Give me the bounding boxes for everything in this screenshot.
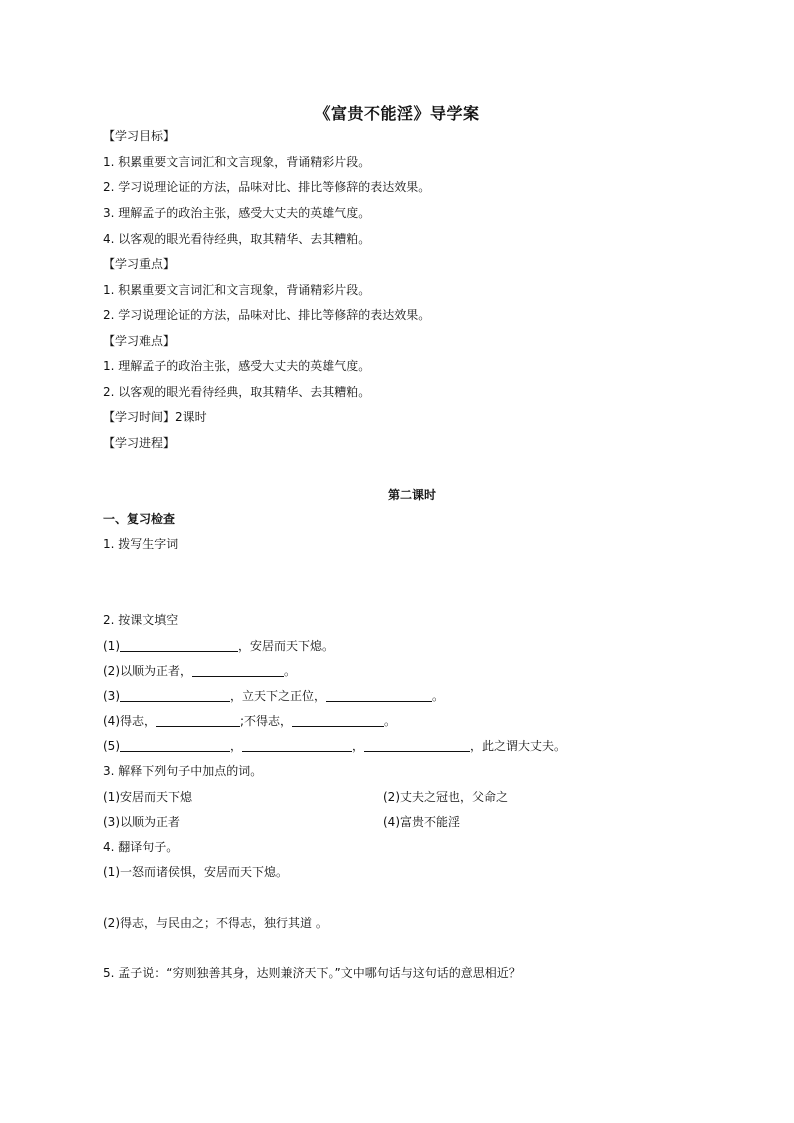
goal-item: 2. 学习说理论证的方法，品味对比、排比等修辞的表达效果。 (103, 180, 431, 194)
goal-item: 1. 积累重要文言词汇和文言现象，背诵精彩片段。 (103, 155, 371, 169)
fill-row-5 (103, 738, 566, 754)
key-point-item: 2. 学习说理论证的方法，品味对比、排比等修辞的表达效果。 (103, 308, 431, 322)
lesson-title: 第二课时 (387, 488, 436, 502)
fill-row-3 (103, 688, 444, 704)
fill-row-1 (103, 638, 334, 654)
difficult-heading: 【学习难点】 (103, 334, 176, 348)
answer-blank[interactable] (364, 739, 470, 752)
answer-blank[interactable] (326, 689, 432, 702)
fill-text: ;不得志， (240, 714, 293, 728)
fill-text: (4)得志， (103, 714, 156, 728)
fill-text: ， (230, 739, 243, 753)
time-line: 【学习时间】2课时 (103, 410, 207, 424)
explain-item: (4)富贵不能淫 (383, 815, 460, 829)
fill-num: (1) (103, 639, 120, 653)
question-2: 2. 按课文填空 (103, 613, 179, 627)
key-point-item: 1. 积累重要文言词汇和文言现象，背诵精彩片段。 (103, 283, 371, 297)
section-heading: 一、复习检查 (103, 512, 176, 526)
key-heading: 【学习重点】 (103, 257, 176, 271)
question-1: 1. 拨写生字词 (103, 537, 179, 551)
difficult-point-item: 1. 理解孟子的政治主张，感受大丈夫的英雄气度。 (103, 359, 371, 373)
answer-blank[interactable] (120, 689, 230, 702)
answer-blank[interactable] (156, 714, 240, 727)
fill-text: ，此之谓大丈夫。 (470, 739, 567, 753)
difficult-point-item: 2. 以客观的眼光看待经典，取其精华、去其糟粕。 (103, 385, 371, 399)
translate-item: (2)得志，与民由之；不得志，独行其道 。 (103, 916, 328, 930)
fill-text: ，安居而天下熄。 (238, 639, 335, 653)
process-heading: 【学习进程】 (103, 436, 176, 450)
answer-blank[interactable] (192, 664, 284, 677)
fill-text: ， (352, 739, 365, 753)
fill-text: 。 (432, 689, 445, 703)
fill-row-4 (103, 713, 396, 729)
explain-item: (3)以顺为正者 (103, 815, 180, 829)
answer-blank[interactable] (292, 714, 384, 727)
explain-item: (2)丈夫之冠也，父命之 (383, 790, 508, 804)
fill-num: (3) (103, 689, 120, 703)
question-4: 4. 翻译句子。 (103, 840, 179, 854)
goal-item: 3. 理解孟子的政治主张，感受大丈夫的英雄气度。 (103, 206, 371, 220)
goal-item: 4. 以客观的眼光看待经典，取其精华、去其糟粕。 (103, 232, 371, 246)
answer-blank[interactable] (242, 739, 352, 752)
question-5: 5. 孟子说：“穷则独善其身，达则兼济天下。”文中哪句话与这句话的意思相近？ (103, 966, 521, 980)
fill-num: (5) (103, 739, 120, 753)
fill-text: ，立天下之正位， (230, 689, 327, 703)
explain-item: (1)安居而天下熄 (103, 790, 192, 804)
fill-text: 。 (384, 714, 397, 728)
fill-text: 。 (284, 664, 297, 678)
translate-item: (1)一怒而诸侯惧，安居而天下熄。 (103, 865, 288, 879)
fill-text: (2)以顺为正者， (103, 664, 192, 678)
fill-row-2 (103, 663, 296, 679)
answer-blank[interactable] (120, 739, 230, 752)
answer-blank[interactable] (120, 639, 238, 652)
page-title: 《富贵不能淫》导学案 (314, 104, 480, 123)
goals-heading: 【学习目标】 (103, 129, 176, 143)
question-3: 3. 解释下列句子中加点的词。 (103, 764, 263, 778)
